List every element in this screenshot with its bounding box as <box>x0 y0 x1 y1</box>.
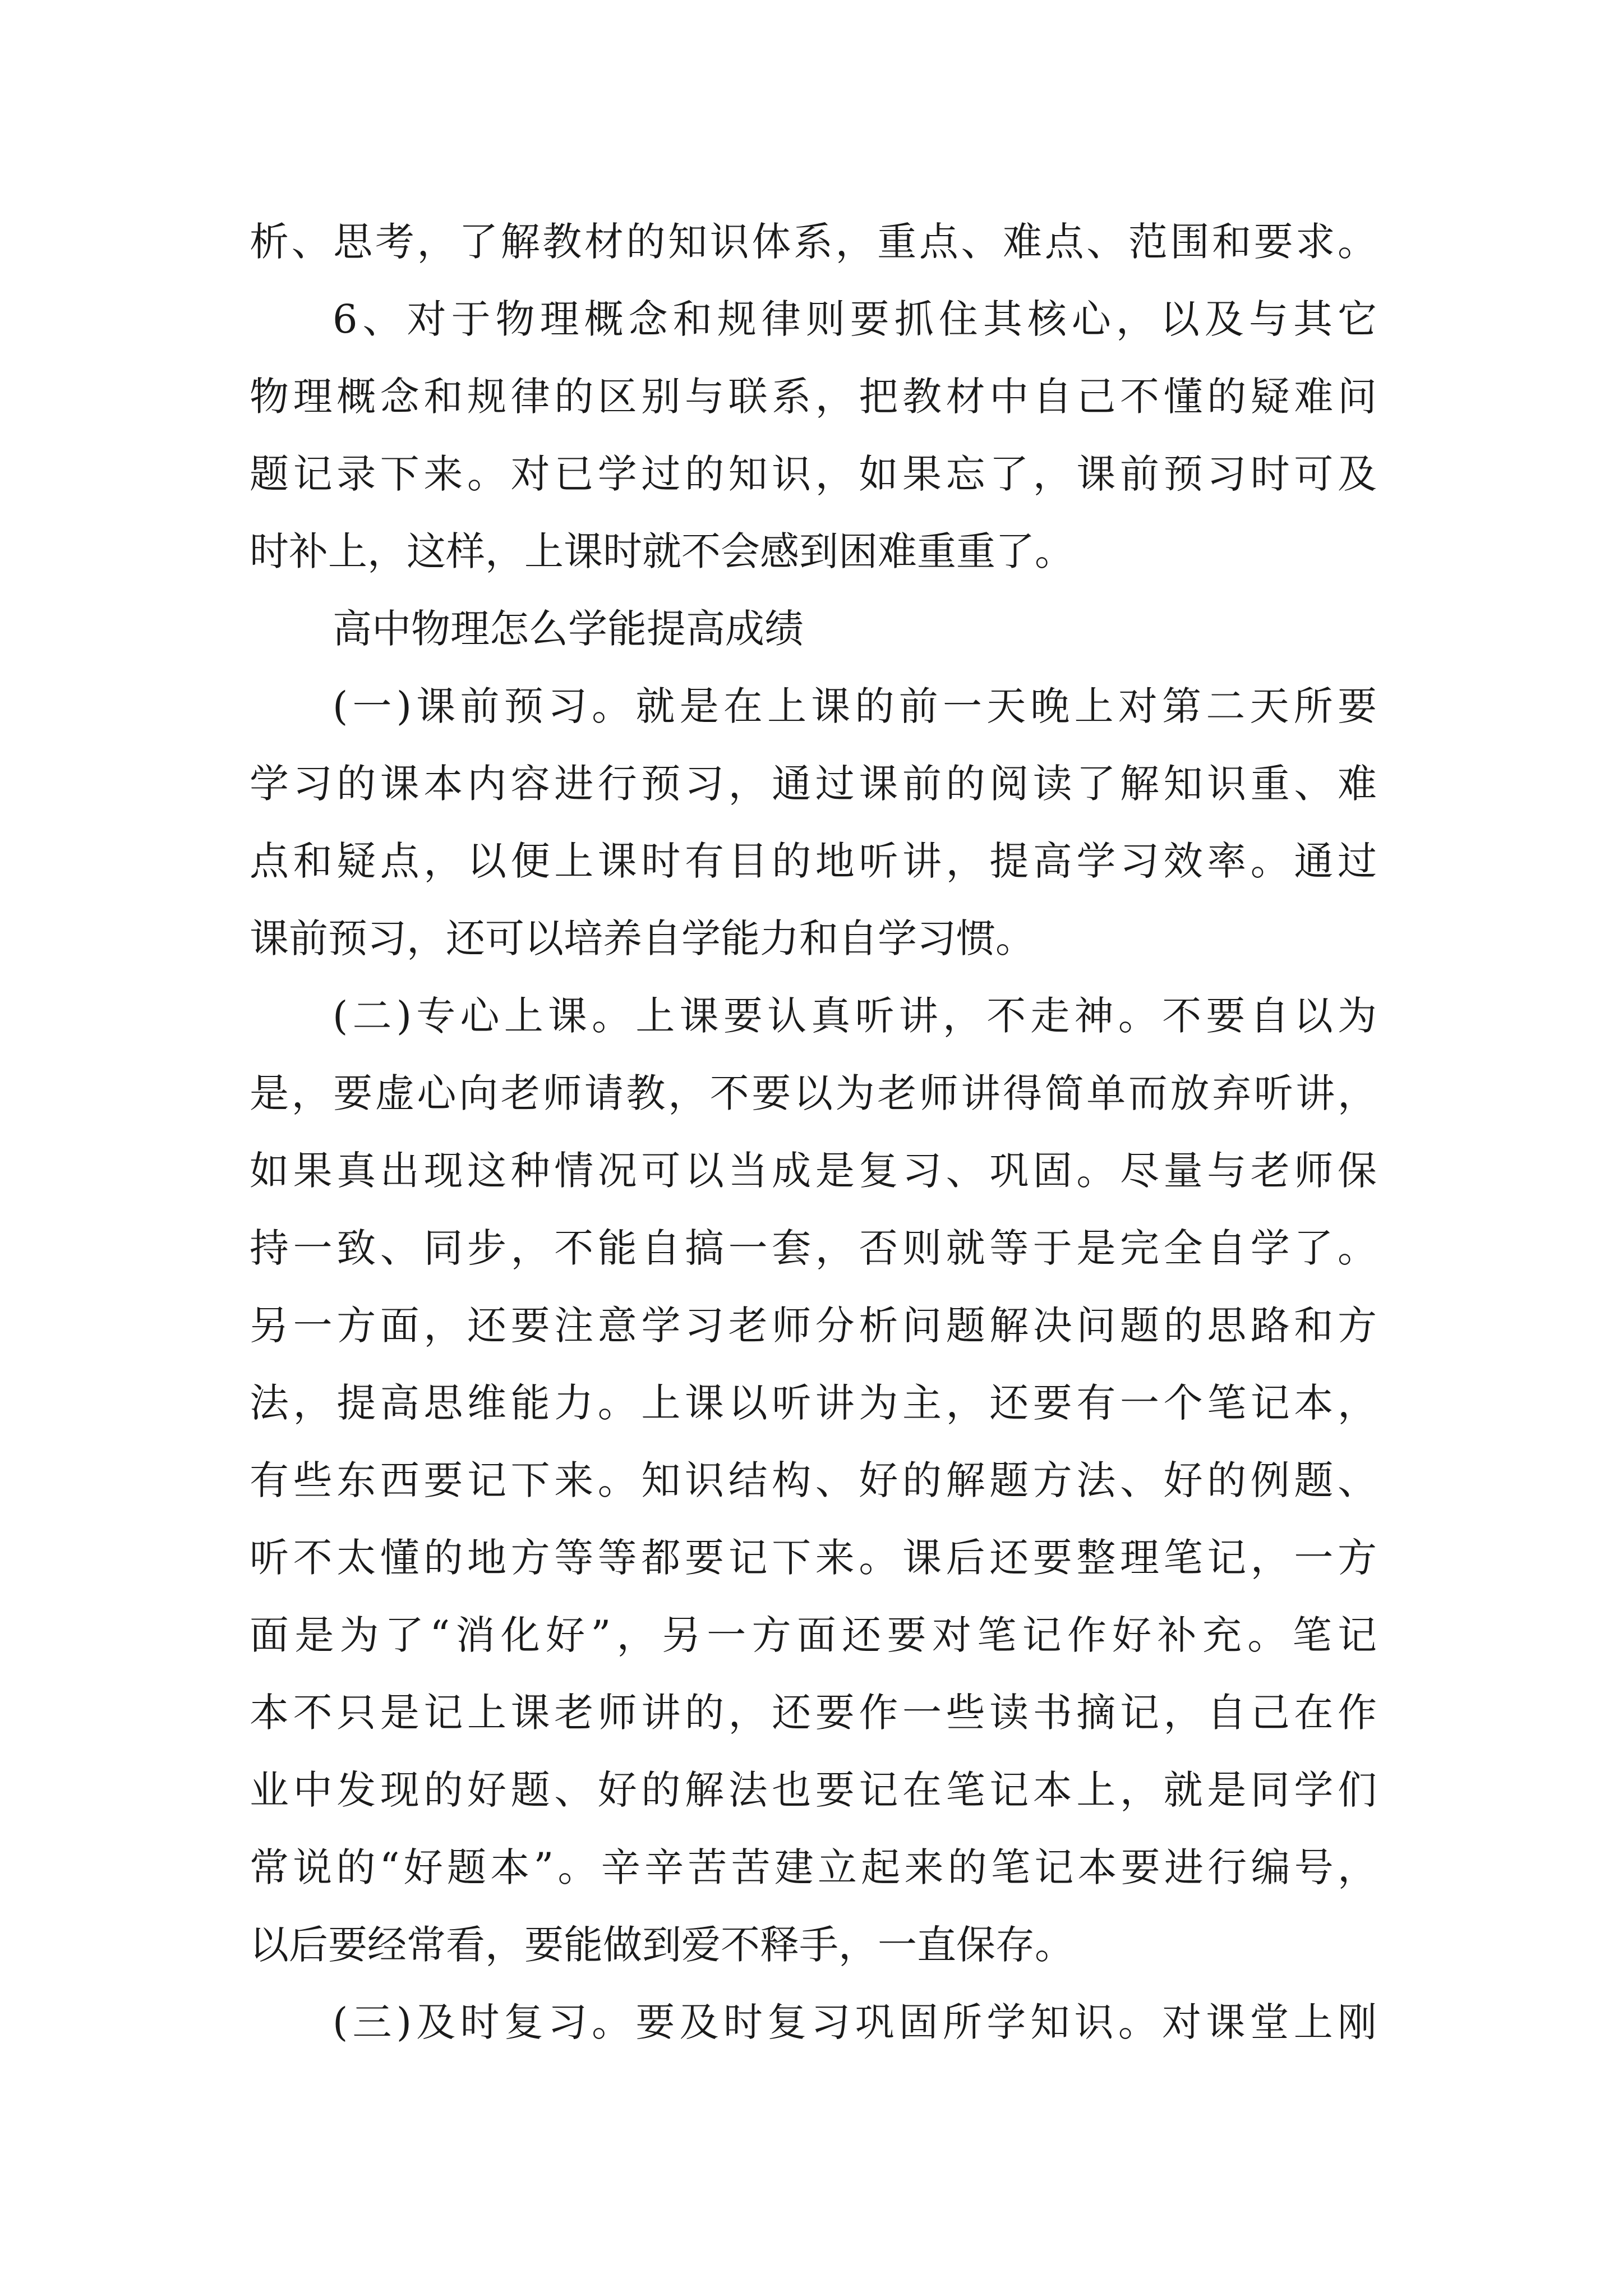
text-line: 以后要经常看，要能做到爱不释手，一直保存。 <box>250 1922 1074 1968</box>
paragraph-first-line: 6、对于物理概念和规律则要抓住其核心，以及与其它 <box>333 296 1377 342</box>
text-line: 常说的“好题本”。辛辛苦苦建立起来的笔记本要进行编号， <box>250 1844 1377 1890</box>
text-line: 另一方面，还要注意学习老师分析问题解决问题的思路和方 <box>250 1303 1377 1349</box>
text-line: 物理概念和规律的区别与联系，把教材中自己不懂的疑难问 <box>250 374 1377 420</box>
text-line: 题记录下来。对已学过的知识，如果忘了，课前预习时可及 <box>250 451 1377 497</box>
text-line: 持一致、同步，不能自搞一套，否则就等于是完全自学了。 <box>250 1225 1377 1271</box>
text-line: 面是为了“消化好”，另一方面还要对笔记作好补充。笔记 <box>250 1612 1377 1658</box>
paragraph-first-line: (一)课前预习。就是在上课的前一天晚上对第二天所要 <box>333 683 1377 729</box>
paragraph-first-line: 高中物理怎么学能提高成绩 <box>333 606 804 652</box>
text-line: 有些东西要记下来。知识结构、好的解题方法、好的例题、 <box>250 1457 1377 1503</box>
text-line: 如果真出现这种情况可以当成是复习、巩固。尽量与老师保 <box>250 1148 1377 1194</box>
text-line: 时补上，这样，上课时就不会感到困难重重了。 <box>250 528 1074 574</box>
text-line: 是，要虚心向老师请教，不要以为老师讲得简单而放弃听讲， <box>250 1070 1377 1116</box>
text-line: 析、思考，了解教材的知识体系，重点、难点、范围和要求。 <box>250 219 1377 265</box>
body-text <box>250 203 1377 2061</box>
text-line: 听不太懂的地方等等都要记下来。课后还要整理笔记，一方 <box>250 1535 1377 1581</box>
text-line: 业中发现的好题、好的解法也要记在笔记本上，就是同学们 <box>250 1767 1377 1813</box>
text-line: 课前预习，还可以培养自学能力和自学习惯。 <box>250 915 1035 961</box>
text-line: 本不只是记上课老师讲的，还要作一些读书摘记，自己在作 <box>250 1690 1377 1736</box>
text-line: 学习的课本内容进行预习，通过课前的阅读了解知识重、难 <box>250 761 1377 807</box>
text-line: 法，提高思维能力。上课以听讲为主，还要有一个笔记本， <box>250 1380 1377 1426</box>
paragraph-first-line: (三)及时复习。要及时复习巩固所学知识。对课堂上刚 <box>333 1999 1377 2045</box>
paragraph-first-line: (二)专心上课。上课要认真听讲，不走神。不要自以为 <box>333 993 1377 1039</box>
text-line: 点和疑点，以便上课时有目的地听讲，提高学习效率。通过 <box>250 838 1377 884</box>
